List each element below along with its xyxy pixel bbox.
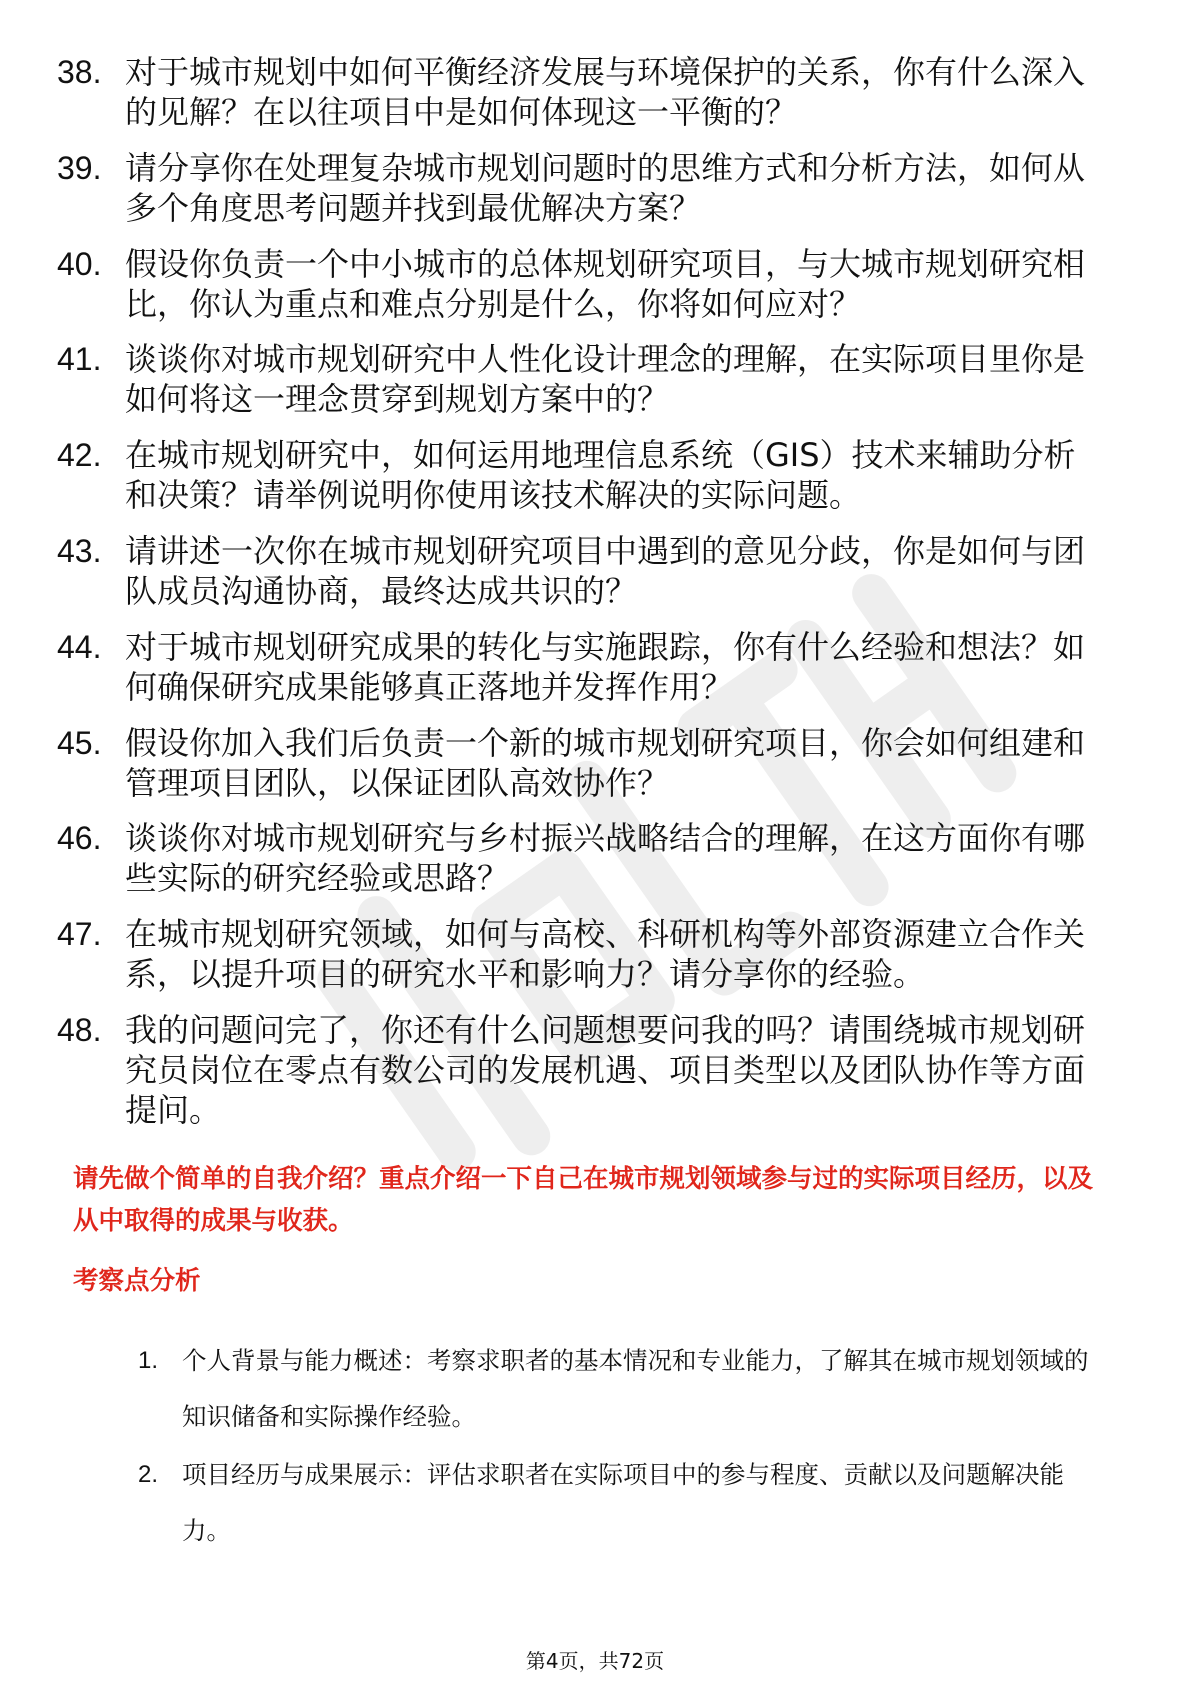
page-footer: 第4页，共72页 bbox=[525, 1649, 665, 1673]
question-text: 请讲述一次你在城市规划研究项目中遇到的意见分歧，你是如何与团队成员沟通协商，最终达成共识的？ bbox=[125, 531, 1086, 610]
question-text: 在城市规划研究中，如何运用地理信息系统（GIS）技术来辅助分析和决策？请举例说明你使用该技术解决的实际问题。 bbox=[125, 436, 1076, 515]
analysis-list bbox=[57, 1333, 1100, 1559]
question-number: 45. bbox=[57, 724, 102, 761]
question-item bbox=[57, 914, 1100, 994]
question-item bbox=[57, 723, 1100, 803]
highlight-question: 请先做个简单的自我介绍？重点介绍一下自己在城市规划领域参与过的实际项目经历，以及从中取得的成果与收获。 bbox=[73, 1163, 1094, 1236]
question-item bbox=[57, 52, 1100, 132]
analysis-number: 2. bbox=[137, 1460, 158, 1488]
question-item bbox=[57, 435, 1100, 515]
question-item bbox=[57, 818, 1100, 898]
question-number: 40. bbox=[57, 245, 102, 282]
question-text: 我的问题问完了，你还有什么问题想要问我的吗？请围绕城市规划研究员岗位在零点有数公司的发展机遇、项目类型以及团队协作等方面提问。 bbox=[125, 1010, 1086, 1129]
question-number: 48. bbox=[57, 1011, 102, 1048]
analysis-text: 项目经历与成果展示：评估求职者在实际项目中的参与程度、贡献以及问题解决能力。 bbox=[182, 1459, 1064, 1545]
question-item bbox=[57, 148, 1100, 228]
question-item bbox=[57, 531, 1100, 611]
analysis-item bbox=[57, 1447, 1100, 1559]
question-list bbox=[57, 52, 1100, 1130]
question-item bbox=[57, 1010, 1100, 1130]
question-item bbox=[57, 339, 1100, 419]
analysis-number: 1. bbox=[137, 1346, 158, 1374]
question-text: 对于城市规划中如何平衡经济发展与环境保护的关系，你有什么深入的见解？在以往项目中是如何体现这一平衡的？ bbox=[125, 53, 1086, 131]
question-number: 46. bbox=[57, 820, 102, 857]
question-number: 44. bbox=[57, 628, 102, 665]
question-item bbox=[57, 627, 1100, 707]
question-number: 41. bbox=[57, 341, 102, 378]
question-text: 假设你加入我们后负责一个新的城市规划研究项目，你会如何组建和管理项目团队，以保证团队高效协作？ bbox=[125, 723, 1086, 802]
question-text: 假设你负责一个中小城市的总体规划研究项目，与大城市规划研究相比，你认为重点和难点分别是什么，你将如何应对？ bbox=[125, 244, 1086, 323]
question-text: 在城市规划研究领域，如何与高校、科研机构等外部资源建立合作关系，以提升项目的研究水平和影响力？请分享你的经验。 bbox=[125, 915, 1086, 994]
question-number: 42. bbox=[57, 437, 102, 474]
question-text: 对于城市规划研究成果的转化与实施跟踪，你有什么经验和想法？如何确保研究成果能够真正落地并发挥作用？ bbox=[125, 627, 1086, 706]
question-number: 39. bbox=[57, 149, 102, 186]
question-text: 请分享你在处理复杂城市规划问题时的思维方式和分析方法，如何从多个角度思考问题并找到最优解决方案？ bbox=[125, 148, 1086, 227]
question-item bbox=[57, 244, 1100, 324]
question-number: 43. bbox=[57, 532, 102, 569]
question-text: 谈谈你对城市规划研究中人性化设计理念的理解，在实际项目里你是如何将这一理念贯穿到规划方案中的？ bbox=[125, 340, 1086, 419]
analysis-title: 考察点分析 bbox=[73, 1265, 201, 1296]
question-number: 47. bbox=[57, 916, 102, 953]
question-number: 38. bbox=[57, 54, 102, 90]
question-text: 谈谈你对城市规划研究与乡村振兴战略结合的理解，在这方面你有哪些实际的研究经验或思路？ bbox=[125, 819, 1086, 898]
analysis-text: 个人背景与能力概述：考察求职者的基本情况和专业能力，了解其在城市规划领域的知识储备和实际操作经验。 bbox=[182, 1345, 1089, 1431]
analysis-item bbox=[57, 1333, 1100, 1445]
